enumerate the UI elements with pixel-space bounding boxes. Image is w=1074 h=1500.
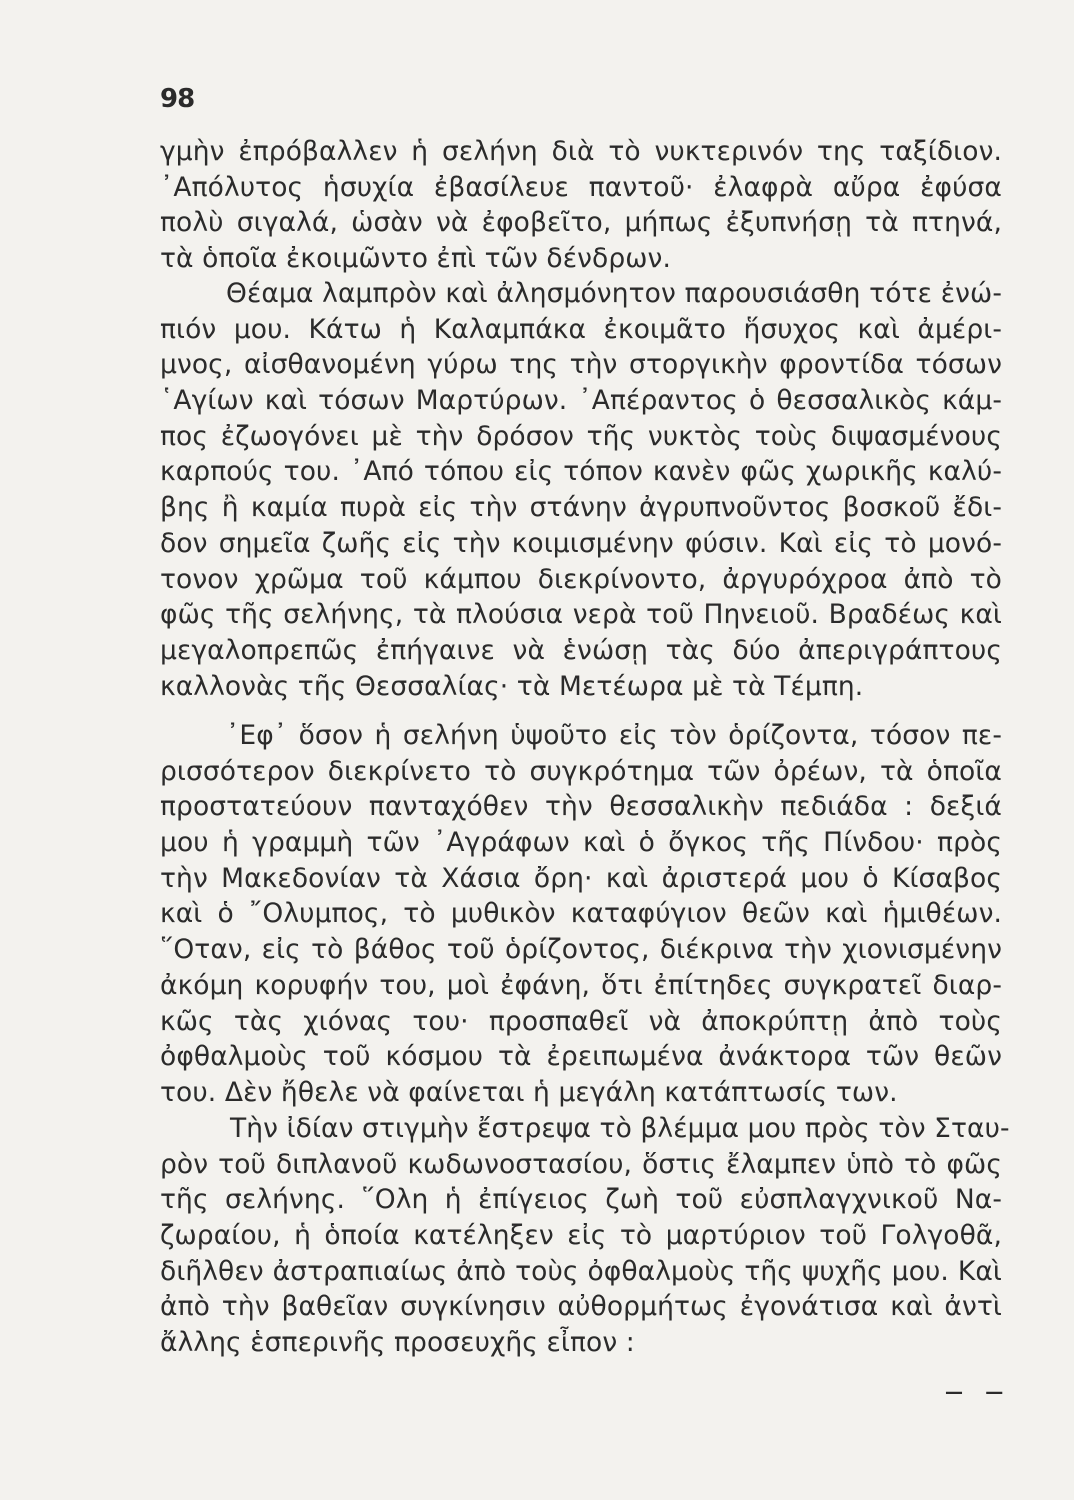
text-line: ἀπὸ τὴν βαθεῖαν συγκίνησιν αὐθορμήτως ἐγονάτισα καὶ ἀντὶ bbox=[160, 1291, 1002, 1323]
text-line: ᾿Απόλυτος ἡσυχία ἐβασίλευε παντοῦ· ἐλαφρὰ αὔρα ἐφύσα bbox=[160, 171, 1002, 203]
text-line: μου ἡ γραμμὴ τῶν ᾿Αγράφων καὶ ὁ ὄγκος τῆς Πίνδου· πρὸς bbox=[160, 827, 1002, 859]
text-line: ῾Αγίων καὶ τόσων Μαρτύρων. ᾿Απέραντος ὁ θεσσαλικὸς κάμ- bbox=[160, 385, 1002, 417]
text-line: τῆς σελήνης. ῞Ολη ἡ ἐπίγειος ζωὴ τοῦ εὐσπλαγχνικοῦ Να- bbox=[160, 1184, 1002, 1216]
text-line: κῶς τὰς χιόνας του· προσπαθεῖ νὰ ἀποκρύπτῃ ἀπὸ τοὺς bbox=[160, 1005, 1002, 1037]
text-line: ἄλλης ἑσπερινῆς προσευχῆς εἶπον : bbox=[160, 1327, 635, 1359]
text-line: ρισσότερον διεκρίνετο τὸ συγκρότημα τῶν ὀρέων, τὰ ὁποῖα bbox=[160, 755, 1002, 787]
text-line: διῆλθεν ἀστραπιαίως ἀπὸ τοὺς ὀφθαλμοὺς τῆς ψυχῆς μου. Καὶ bbox=[160, 1255, 1002, 1287]
text-line: τὴν Μακεδονίαν τὰ Χάσια ὄρη· καὶ ἀριστερά μου ὁ Κίσαβος bbox=[160, 862, 1002, 894]
text-line: Τὴν ἰδίαν στιγμὴν ἔστρεψα τὸ βλέμμα μου πρὸς τὸν Σταυ- bbox=[230, 1113, 1010, 1144]
paragraph-3 bbox=[160, 718, 1002, 1111]
text-line: φῶς τῆς σελήνης, τὰ πλούσια νερὰ τοῦ Πηνειοῦ. Βραδέως καὶ bbox=[160, 599, 1002, 631]
text-line: ρὸν τοῦ διπλανοῦ κωδωνοστασίου, ὅστις ἔλαμπεν ὑπὸ τὸ φῶς bbox=[160, 1148, 1002, 1180]
text-line: βης ἢ καμία πυρὰ εἰς τὴν στάνην ἀγρυπνοῦντος βοσκοῦ ἔδι- bbox=[160, 492, 1002, 524]
text-line: καρπούς του. ᾿Από τόπου εἰς τόπον κανὲν φῶς χωρικῆς καλύ- bbox=[160, 456, 1002, 488]
text-line: πιόν μου. Κάτω ἡ Καλαμπάκα ἐκοιμᾶτο ἥσυχος καὶ ἀμέρι- bbox=[160, 313, 1002, 345]
text-line: τὰ ὁποῖα ἐκοιμῶντο ἐπὶ τῶν δένδρων. bbox=[160, 243, 671, 275]
text-line: ᾿Εφ᾿ ὅσον ἡ σελήνη ὑψοῦτο εἰς τὸν ὁρίζοντα, τόσον πε- bbox=[226, 720, 1002, 751]
text-line: ζωραίου, ἡ ὁποία κατέληξεν εἰς τὸ μαρτύριον τοῦ Γολγοθᾶ, bbox=[160, 1220, 1002, 1252]
text-line: προστατεύουν πανταχόθεν τὴν θεσσαλικὴν πεδιάδα : δεξιά bbox=[160, 791, 1002, 823]
text-line: Θέαμα λαμπρὸν καὶ ἀλησμόνητον παρουσιάσθη τότε ἐνώ- bbox=[226, 278, 1002, 309]
paragraph-2 bbox=[160, 276, 1002, 704]
page-continuation-mark: — — bbox=[945, 1382, 1012, 1403]
text-line: μεγαλοπρεπῶς ἐπήγαινε νὰ ἑνώσῃ τὰς δύο ἀπεριγράπτους bbox=[160, 634, 1002, 666]
text-line: ῞Οταν, εἰς τὸ βάθος τοῦ ὁρίζοντος, διέκρινα τὴν χιονισμένην bbox=[160, 934, 1002, 966]
text-line: ὀφθαλμοὺς τοῦ κόσμου τὰ ἐρειπωμένα ἀνάκτορα τῶν θεῶν bbox=[160, 1041, 1002, 1073]
text-line: δον σημεῖα ζωῆς εἰς τὴν κοιμισμένην φύσιν. Καὶ εἰς τὸ μονό- bbox=[160, 527, 1002, 559]
text-line: τονον χρῶμα τοῦ κάμπου διεκρίνοντο, ἀργυρόχροα ἀπὸ τὸ bbox=[160, 563, 1002, 595]
text-line: μνος, αἰσθανομένη γύρω της τὴν στοργικὴν φροντίδα τόσων bbox=[160, 349, 1002, 381]
text-line: πολὺ σιγαλά, ὡσὰν νὰ ἐφοβεῖτο, μήπως ἐξυπνήσῃ τὰ πτηνά, bbox=[160, 207, 1002, 239]
text-line: του. Δὲν ἤθελε νὰ φαίνεται ἡ μεγάλη κατάπτωσίς των. bbox=[160, 1076, 898, 1108]
paragraph-1 bbox=[160, 134, 1002, 277]
text-line: πος ἐζωογόνει μὲ τὴν δρόσον τῆς νυκτὸς τοὺς διψασμένους bbox=[160, 420, 1002, 452]
text-line: καὶ ὁ ῎Ολυμπος, τὸ μυθικὸν καταφύγιον θεῶν καὶ ἡμιθέων. bbox=[160, 898, 1002, 930]
text-line: καλλονὰς τῆς Θεσσαλίας· τὰ Μετέωρα μὲ τὰ Τέμπη. bbox=[160, 670, 864, 702]
page-number: 98 bbox=[160, 84, 195, 114]
text-line: ἀκόμη κορυφήν του, μοὶ ἐφάνη, ὅτι ἐπίτηδες συγκρατεῖ διαρ- bbox=[160, 969, 1002, 1001]
paragraph-4 bbox=[160, 1111, 1010, 1361]
text-line: γμὴν ἐπρόβαλλεν ἡ σελήνη διὰ τὸ νυκτερινόν της ταξίδιον. bbox=[160, 136, 1002, 167]
